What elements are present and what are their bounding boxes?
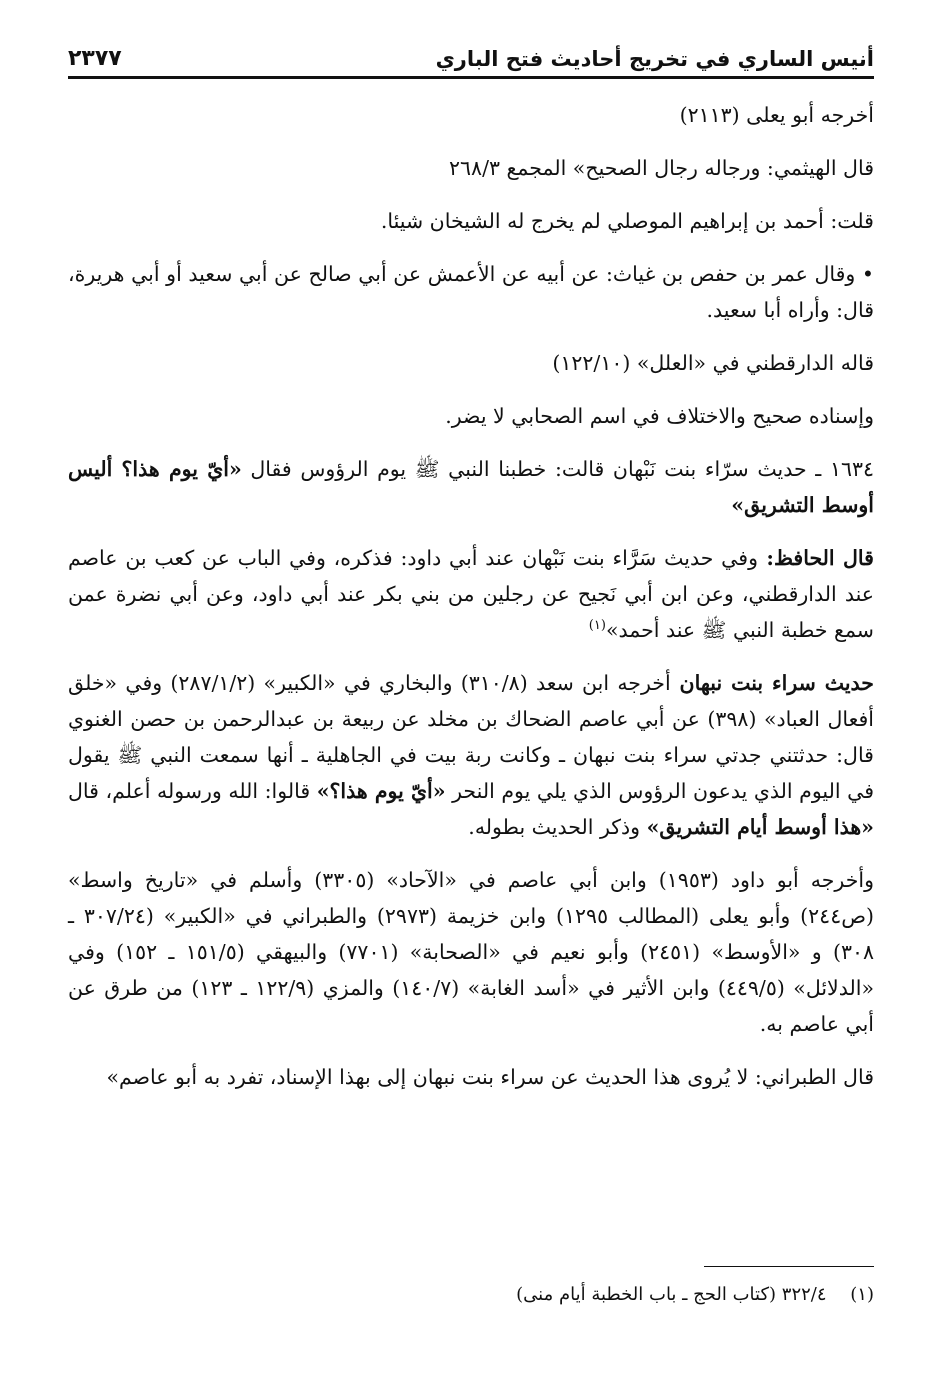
text-run: • وقال عمر بن حفص بن غياث: عن أبيه عن الأعمش عن أبي صالح عن أبي سعيد أو أبي هريرة، قال: وأراه أبا سعيد. (68, 262, 874, 322)
paragraph (68, 150, 874, 186)
footnote-text: ٣٢٢/٤ (كتاب الحج ـ باب الخطبة أيام منى) (516, 1284, 827, 1305)
text-run: وإسناده صحيح والاختلاف في اسم الصحابي لا يضر. (445, 404, 874, 428)
text-run: وأخرجه أبو داود (١٩٥٣) وابن أبي عاصم في «الآحاد» (٣٣٠٥) وأسلم في «تاريخ واسط» (ص٢٤٤) وأبو يعلى (المطالب ١٢٩٥) وابن خزيمة (٢٩٧٣) والطبراني في «الكبير» (٣٠٧/٢٤ ـ ٣٠٨) و «الأوسط» (٢٤٥١) وأبو نعيم في «الصحابة» (٧٧٠١) والبيهقي (١٥١/٥ ـ ١٥٢) وفي «الدلائل» (٤٤٩/٥) وابن الأثير في «أسد الغابة» (١٤٠/٧) والمزي (١٢٢/٩ ـ ١٢٣) من طرق عن أبي عاصم به. (68, 868, 875, 1036)
text-run: «هذا أوسط أيام التشريق» (646, 815, 874, 839)
page-number: ٢٣٧٧ (68, 46, 122, 71)
text-run: وذكر الحديث بطوله. (468, 815, 647, 839)
paragraph (68, 665, 874, 845)
text-run: قال الحافظ: (757, 546, 874, 570)
text-run: ١٦٣٤ ـ حديث سرّاء بنت نَبْهان قالت: خطبنا النبي ﷺ يوم الرؤوس فقال (241, 457, 874, 481)
text-run: قال الهيثمي: ورجاله رجال الصحيح» المجمع ٢٦٨/٣ (449, 156, 874, 180)
text-run: قالوا: الله ورسوله أعلم، قال (68, 779, 317, 803)
paragraph (68, 97, 874, 133)
book-title: أنيس الساري في تخريج أحاديث فتح الباري (435, 47, 874, 71)
page-body (68, 97, 874, 1095)
footnote-reference: (١) (588, 618, 606, 634)
text-run: قال الطبراني: لا يُروى هذا الحديث عن سراء بنت نبهان إلى بهذا الإسناد، تفرد به أبو عاصم» (106, 1065, 874, 1089)
paragraph (68, 540, 874, 648)
footnote (516, 1282, 874, 1308)
footnote-marker: (١) (850, 1284, 874, 1305)
book-page (68, 44, 874, 1344)
text-run: قلت: أحمد بن إبراهيم الموصلي لم يخرج له الشيخان شيئا. (380, 209, 874, 233)
text-run: «أيّ يوم هذا؟» (316, 779, 446, 803)
paragraph (68, 1059, 874, 1095)
text-run: حديث سراء بنت نبهان (670, 671, 874, 695)
paragraph (68, 451, 874, 523)
text-run: أخرجه ابن سعد (٣١٠/٨) والبخاري في «الكبير» (٢٨٧/١/٢) وفي «خلق أفعال العباد» (٣٩٨) عن أبي عاصم الضحاك بن مخلد عن ربيعة بن عبدالرحمن بن حصن الغنوي قال: حدثتني جدتي سراء بنت نبهان ـ وكانت ربة بيت في الجاهلية ـ أنها سمعت النبي ﷺ يقول في اليوم الذي يدعون الرؤوس الذي يلي يوم النحر (68, 671, 874, 803)
paragraph (68, 862, 874, 1042)
text-run: «أيّ يوم هذا؟ أليس أوسط التشريق» (68, 457, 874, 517)
paragraph (68, 345, 874, 381)
text-run: وفي حديث سَرَّاء بنت نَبْهان عند أبي داود: فذكره، وفي الباب عن كعب بن عاصم عند الدارقطني، وعن ابن أبي نَجيح عن رجلين من بني بكر عند أبي داود، وعن أبي نضرة عمن سمع خطبة النبي ﷺ عند أحمد» (68, 546, 874, 642)
paragraph (68, 256, 874, 328)
paragraph (68, 398, 874, 434)
footnote-divider (704, 1266, 874, 1267)
running-header (68, 44, 874, 79)
text-run: قاله الدارقطني في «العلل» (١٢٢/١٠) (552, 351, 874, 375)
text-run: أخرجه أبو يعلى (٢١١٣) (679, 103, 874, 127)
paragraph (68, 203, 874, 239)
